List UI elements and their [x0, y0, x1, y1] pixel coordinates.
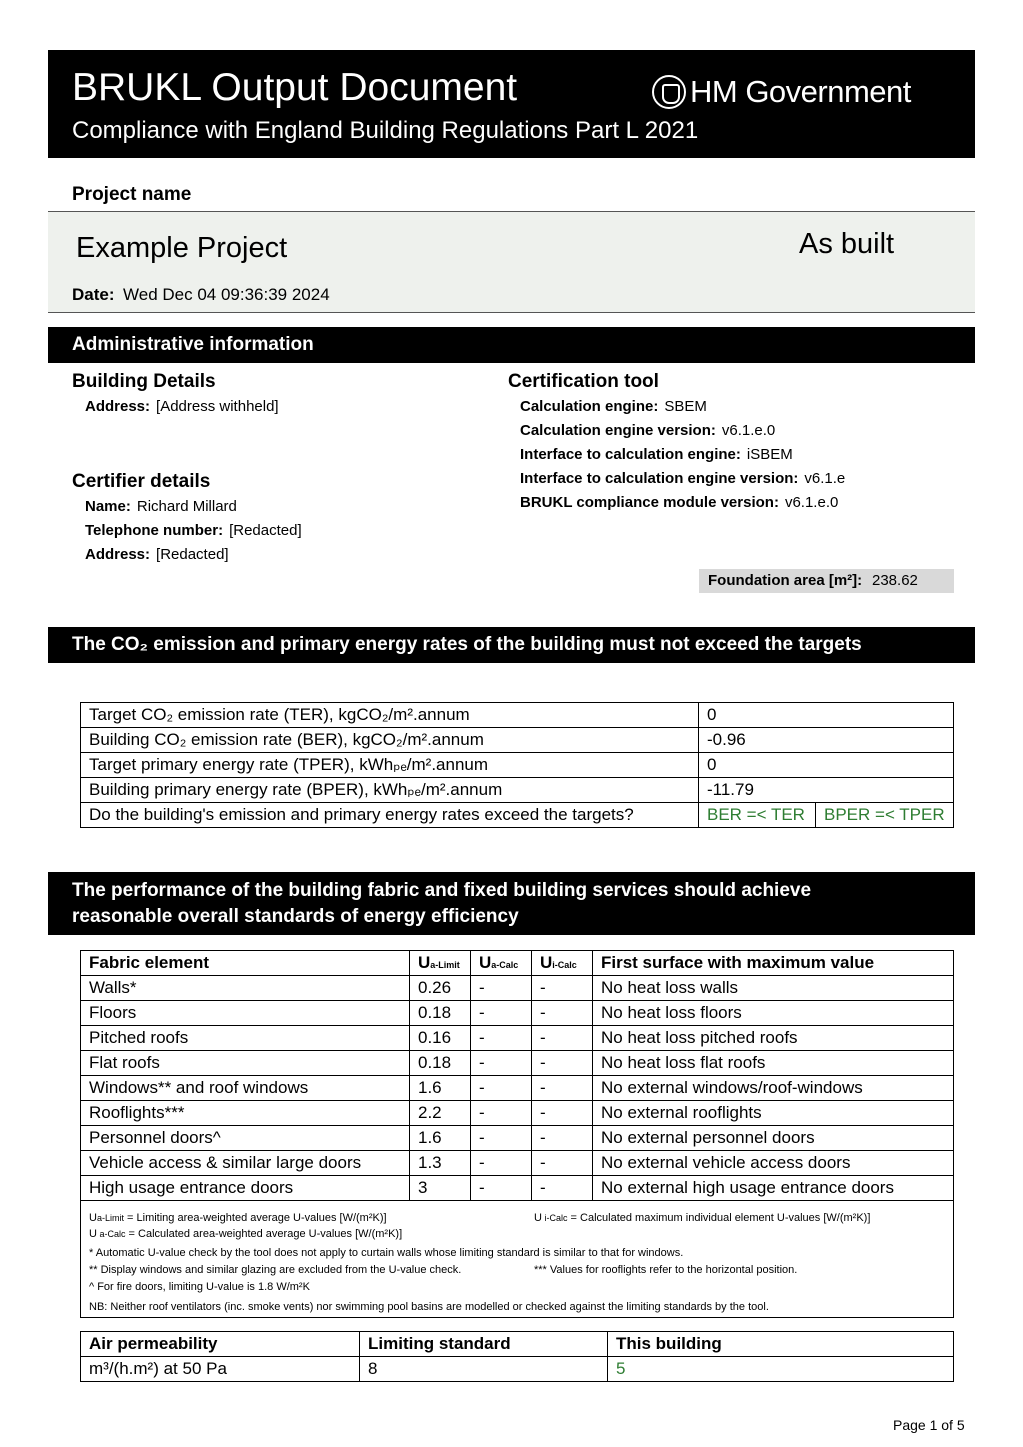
- ui-calc: -: [532, 1051, 593, 1076]
- date-row: [48, 278, 975, 313]
- note-ua-calc-text: = Calculated area-weighted average U-values [W/(m²K)]: [128, 1228, 403, 1240]
- foundation-area: [699, 569, 954, 593]
- cert-tool-label: Calculation engine:: [520, 398, 659, 415]
- emissions-heading: The CO₂ emission and primary energy rates of the building must not exceed the targets: [48, 627, 975, 663]
- fabric-element: Floors: [81, 1001, 410, 1026]
- foundation-label: Foundation area [m²]:: [708, 572, 863, 589]
- cert-tool-label: Interface to calculation engine version:: [520, 470, 799, 487]
- table-row: [81, 1332, 954, 1357]
- date-label: Date:: [72, 285, 115, 304]
- fabric-element: Personnel doors^: [81, 1126, 410, 1151]
- date-value: Wed Dec 04 09:36:39 2024: [123, 285, 330, 304]
- foundation-value: 238.62: [872, 572, 918, 589]
- bper-result: BPER =< TPER: [816, 803, 954, 828]
- cert-tool-value: v6.1.e.0: [784, 494, 839, 511]
- emissions-label: Target primary energy rate (TPER), kWhₚₑ/m².annum: [81, 753, 699, 778]
- ua-limit: 3: [410, 1176, 471, 1201]
- project-stage: As built: [799, 228, 895, 260]
- table-row: [81, 1176, 954, 1201]
- table-row: [81, 1026, 954, 1051]
- ua-calc: -: [471, 1051, 532, 1076]
- air-limit: 8: [360, 1357, 608, 1382]
- col-ui-calc-sub: i-Calc: [552, 960, 577, 970]
- table-row: [81, 1076, 954, 1101]
- first-surface: No heat loss walls: [593, 976, 954, 1001]
- cert-tool-item: [520, 422, 775, 439]
- emissions-value: 0: [699, 753, 954, 778]
- col-ui-calc-u: U: [540, 953, 553, 972]
- col-ua-limit-sub: a-Limit: [430, 960, 460, 970]
- fabric-element: Flat roofs: [81, 1051, 410, 1076]
- table-row: [81, 1357, 954, 1382]
- certifier-name: [85, 498, 237, 515]
- ua-limit: 0.18: [410, 1051, 471, 1076]
- table-row: [81, 1001, 954, 1026]
- ui-calc: -: [532, 976, 593, 1001]
- note-fire-doors: ^ For fire doors, limiting U-value is 1.8 W/m²K: [89, 1281, 310, 1293]
- ua-calc: -: [471, 1176, 532, 1201]
- table-row: [81, 1126, 954, 1151]
- table-row: [81, 703, 954, 728]
- logo-text: HM Government: [690, 74, 911, 109]
- col-ui-calc: [532, 951, 593, 976]
- note-ui-calc-text: = Calculated maximum individual element U-values [W/(m²K)]: [570, 1212, 871, 1224]
- ua-limit: 0.16: [410, 1026, 471, 1051]
- emissions-value: -0.96: [699, 728, 954, 753]
- note-rooflights: *** Values for rooflights refer to the horizontal position.: [534, 1264, 798, 1276]
- col-ua-limit-u: U: [418, 953, 431, 972]
- col-ua-limit: [410, 951, 471, 976]
- first-surface: No heat loss pitched roofs: [593, 1026, 954, 1051]
- cert-tool-label: BRUKL compliance module version:: [520, 494, 779, 511]
- first-surface: No heat loss flat roofs: [593, 1051, 954, 1076]
- col-limiting-standard: Limiting standard: [360, 1332, 608, 1357]
- note-ua-limit: Ua-Limit = Limiting area-weighted average U-values [W/(m²K)]: [89, 1212, 387, 1224]
- ua-calc: -: [471, 1151, 532, 1176]
- cert-tool-heading: Certification tool: [508, 371, 659, 392]
- project-box: [48, 211, 975, 279]
- table-row: [81, 728, 954, 753]
- cert-tool-label: Interface to calculation engine:: [520, 446, 741, 463]
- fabric-heading-line1: The performance of the building fabric and fixed building services should achieve: [72, 880, 812, 901]
- ua-limit: 0.18: [410, 1001, 471, 1026]
- project-name-label: Project name: [72, 184, 192, 205]
- air-permeability-table: [80, 1331, 954, 1382]
- emissions-label: Building primary energy rate (BPER), kWhₚₑ/m².annum: [81, 778, 699, 803]
- col-ua-calc: [471, 951, 532, 976]
- fabric-element: Pitched roofs: [81, 1026, 410, 1051]
- royal-crest-icon: [652, 75, 686, 109]
- cert-tool-label: Calculation engine version:: [520, 422, 716, 439]
- note-ui-calc: U i-Calc = Calculated maximum individual element U-values [W/(m²K)]: [534, 1212, 871, 1224]
- ua-limit: 0.26: [410, 976, 471, 1001]
- note-ua-calc: U a-Calc = Calculated area-weighted average U-values [W/(m²K)]: [89, 1228, 403, 1240]
- project-name: Example Project: [76, 232, 288, 264]
- col-first-surface: First surface with maximum value: [593, 951, 954, 976]
- col-ua-calc-sub: a-Calc: [491, 960, 519, 970]
- emissions-label: Target CO₂ emission rate (TER), kgCO₂/m².annum: [81, 703, 699, 728]
- cert-tool-value: SBEM: [664, 398, 707, 415]
- building-address-value: [Address withheld]: [156, 398, 279, 415]
- col-fabric-element: Fabric element: [81, 951, 410, 976]
- fabric-element: High usage entrance doors: [81, 1176, 410, 1201]
- air-value: 5: [608, 1357, 954, 1382]
- emissions-table: [80, 702, 954, 828]
- ua-calc: -: [471, 1126, 532, 1151]
- note-nb: NB: Neither roof ventilators (inc. smoke vents) nor swimming pool basins are modelled or checked against the limiting standards by the tool.: [89, 1301, 769, 1313]
- ui-calc: -: [532, 1026, 593, 1051]
- emissions-value: -11.79: [699, 778, 954, 803]
- ua-calc: -: [471, 1076, 532, 1101]
- first-surface: No external personnel doors: [593, 1126, 954, 1151]
- exceed-label: Do the building's emission and primary energy rates exceed the targets?: [81, 803, 699, 828]
- ui-calc: -: [532, 1001, 593, 1026]
- table-row: [81, 976, 954, 1001]
- ui-calc: -: [532, 1101, 593, 1126]
- ua-limit: 1.6: [410, 1126, 471, 1151]
- fabric-heading: [48, 872, 975, 935]
- cert-tool-value: v6.1.e.0: [721, 422, 776, 439]
- page-number: Page 1 of 5: [893, 1417, 965, 1433]
- document-subtitle: Compliance with England Building Regulations Part L 2021: [72, 117, 699, 144]
- fabric-heading-line2: reasonable overall standards of energy efficiency: [72, 906, 519, 927]
- ui-calc: -: [532, 1151, 593, 1176]
- ua-calc: -: [471, 1101, 532, 1126]
- ui-calc: -: [532, 1176, 593, 1201]
- table-row: [81, 951, 954, 976]
- table-row: [81, 1101, 954, 1126]
- document-header: [48, 50, 975, 158]
- hm-government-logo: [652, 74, 911, 110]
- ua-limit: 1.3: [410, 1151, 471, 1176]
- fabric-table: [80, 950, 954, 1201]
- certifier-phone-value: [Redacted]: [229, 522, 302, 539]
- fabric-element: Rooflights***: [81, 1101, 410, 1126]
- ua-limit: 1.6: [410, 1076, 471, 1101]
- table-row: [81, 778, 954, 803]
- table-row: [81, 753, 954, 778]
- fabric-element: Vehicle access & similar large doors: [81, 1151, 410, 1176]
- fabric-element: Walls*: [81, 976, 410, 1001]
- ua-calc: -: [471, 976, 532, 1001]
- ua-calc: -: [471, 1001, 532, 1026]
- note-ua-limit-text: = Limiting area-weighted average U-values [W/(m²K)]: [127, 1212, 387, 1224]
- emissions-value: 0: [699, 703, 954, 728]
- ber-result: BER =< TER: [699, 803, 816, 828]
- cert-tool-item: [520, 494, 838, 511]
- certifier-address: [85, 546, 229, 563]
- first-surface: No external high usage entrance doors: [593, 1176, 954, 1201]
- ui-calc: -: [532, 1076, 593, 1101]
- emissions-label: Building CO₂ emission rate (BER), kgCO₂/m².annum: [81, 728, 699, 753]
- table-row: [81, 803, 954, 828]
- cert-tool-item: [520, 446, 793, 463]
- certifier-heading: Certifier details: [72, 471, 211, 492]
- ui-calc: -: [532, 1126, 593, 1151]
- air-unit: m³/(h.m²) at 50 Pa: [81, 1357, 360, 1382]
- admin-heading: Administrative information: [48, 327, 975, 363]
- first-surface: No external windows/roof-windows: [593, 1076, 954, 1101]
- building-address-label: Address:: [85, 398, 151, 415]
- ua-calc: -: [471, 1026, 532, 1051]
- col-air-permeability: Air permeability: [81, 1332, 360, 1357]
- col-ua-calc-u: U: [479, 953, 492, 972]
- document-title: BRUKL Output Document: [72, 66, 518, 109]
- first-surface: No external rooflights: [593, 1101, 954, 1126]
- table-row: [81, 1051, 954, 1076]
- ua-limit: 2.2: [410, 1101, 471, 1126]
- fabric-element: Windows** and roof windows: [81, 1076, 410, 1101]
- certifier-name-value: Richard Millard: [136, 498, 237, 515]
- certifier-phone: [85, 522, 302, 539]
- cert-tool-item: [520, 470, 845, 487]
- cert-tool-value: iSBEM: [746, 446, 793, 463]
- note-display-windows: ** Display windows and similar glazing are excluded from the U-value check.: [89, 1264, 462, 1276]
- col-this-building: This building: [608, 1332, 954, 1357]
- building-details-heading: Building Details: [72, 371, 216, 392]
- note-curtain-walls: * Automatic U-value check by the tool does not apply to curtain walls whose limiting standard is similar to that for windows.: [89, 1247, 684, 1259]
- first-surface: No heat loss floors: [593, 1001, 954, 1026]
- table-row: [81, 1151, 954, 1176]
- building-address: [85, 398, 279, 415]
- cert-tool-value: v6.1.e: [804, 470, 846, 487]
- certifier-phone-label: Telephone number:: [85, 522, 224, 539]
- certifier-address-value: [Redacted]: [156, 546, 229, 563]
- certifier-address-label: Address:: [85, 546, 151, 563]
- first-surface: No external vehicle access doors: [593, 1151, 954, 1176]
- cert-tool-item: [520, 398, 707, 415]
- certifier-name-label: Name:: [85, 498, 131, 515]
